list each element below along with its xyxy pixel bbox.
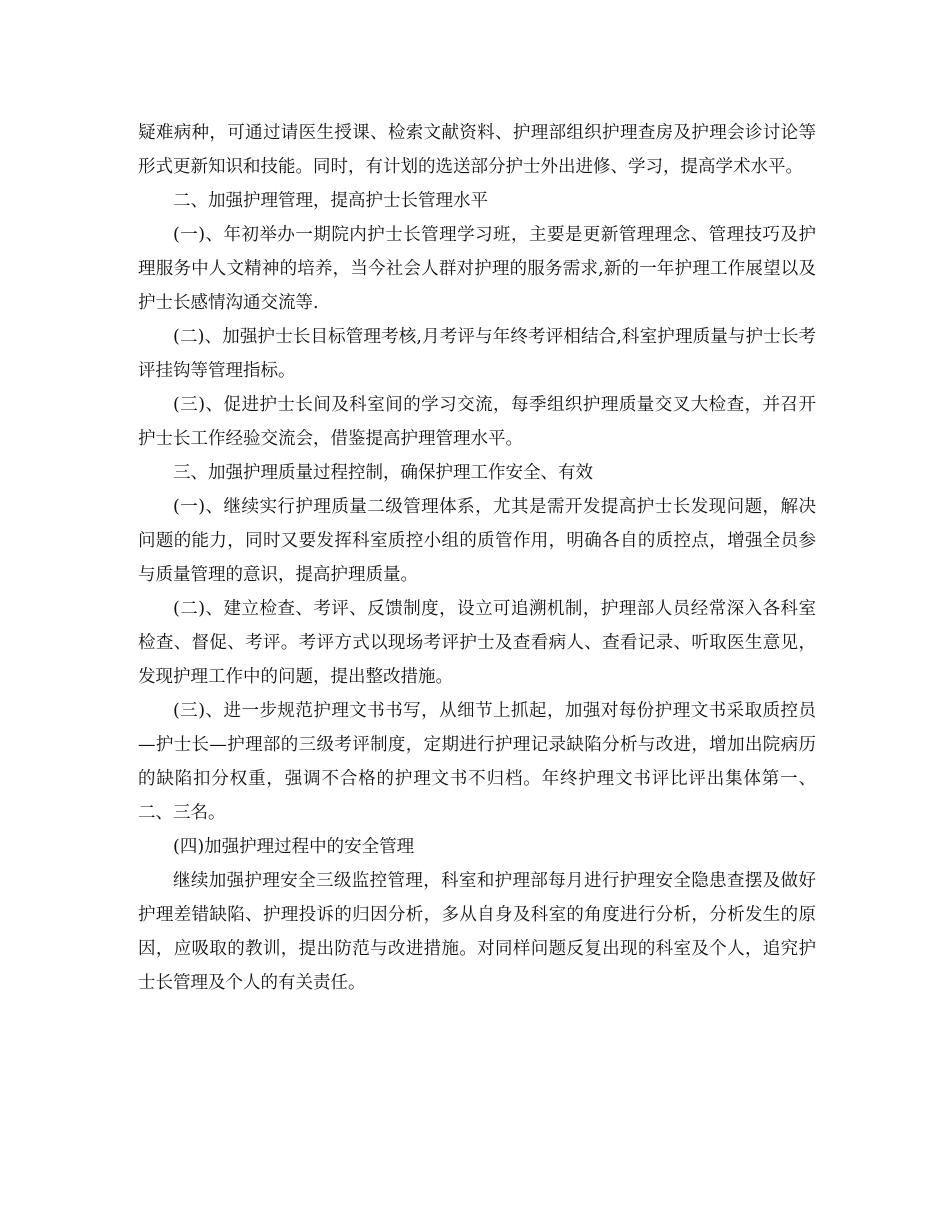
paragraph-2-2: (二)、加强护士长目标管理考核,月考评与年终考评相结合,科室护理质量与护士长考评挂钩等管理指标。 bbox=[138, 327, 816, 381]
paragraph-3-2: (二)、建立检查、考评、反馈制度，设立可追溯机制，护理部人员经常深入各科室检查、督促、考评。考评方式以现场考评护士及查看病人、查看记录、听取医生意见，发现护理工作中的问题，提出整改措施。 bbox=[138, 599, 816, 687]
section-heading-2: 二、加强护理管理，提高护士长管理水平 bbox=[173, 191, 488, 211]
paragraph-continuation: 疑难病种，可通过请医生授课、检索文献资料、护理部组织护理查房及护理会诊讨论等形式更新知识和技能。同时，有计划的选送部分护士外出进修、学习，提高学术水平。 bbox=[138, 123, 816, 177]
document-body bbox=[138, 116, 816, 1000]
paragraph-2-3: (三)、促进护士长间及科室间的学习交流，每季组织护理质量交叉大检查，并召开护士长工作经验交流会，借鉴提高护理管理水平。 bbox=[138, 395, 816, 449]
paragraph-3-3: (三)、进一步规范护理文书书写，从细节上抓起，加强对每份护理文书采取质控员—护士长—护理部的三级考评制度，定期进行护理记录缺陷分析与改进，增加出院病历的缺陷扣分权重，强调不合格的护理文书不归档。年终护理文书评比评出集体第一、二、三名。 bbox=[138, 701, 816, 823]
subsection-heading-3-4: (四)加强护理过程中的安全管理 bbox=[173, 837, 415, 857]
paragraph-3-1: (一)、继续实行护理质量二级管理体系，尤其是需开发提高护士长发现问题，解决问题的能力，同时又要发挥科室质控小组的质管作用，明确各自的质控点，增强全员参与质量管理的意识，提高护理质量。 bbox=[138, 497, 816, 585]
section-heading-3: 三、加强护理质量过程控制，确保护理工作安全、有效 bbox=[173, 463, 593, 483]
paragraph-2-1: (一)、年初举办一期院内护士长管理学习班，主要是更新管理理念、管理技巧及护理服务中人文精神的培养，当今社会人群对护理的服务需求,新的一年护理工作展望以及护士长感情沟通交流等. bbox=[138, 225, 816, 313]
paragraph-3-4: 继续加强护理安全三级监控管理，科室和护理部每月进行护理安全隐患查摆及做好护理差错缺陷、护理投诉的归因分析，多从自身及科室的角度进行分析，分析发生的原因，应吸取的教训，提出防范与改进措施。对同样问题反复出现的科室及个人，追究护士长管理及个人的有关责任。 bbox=[138, 871, 816, 993]
